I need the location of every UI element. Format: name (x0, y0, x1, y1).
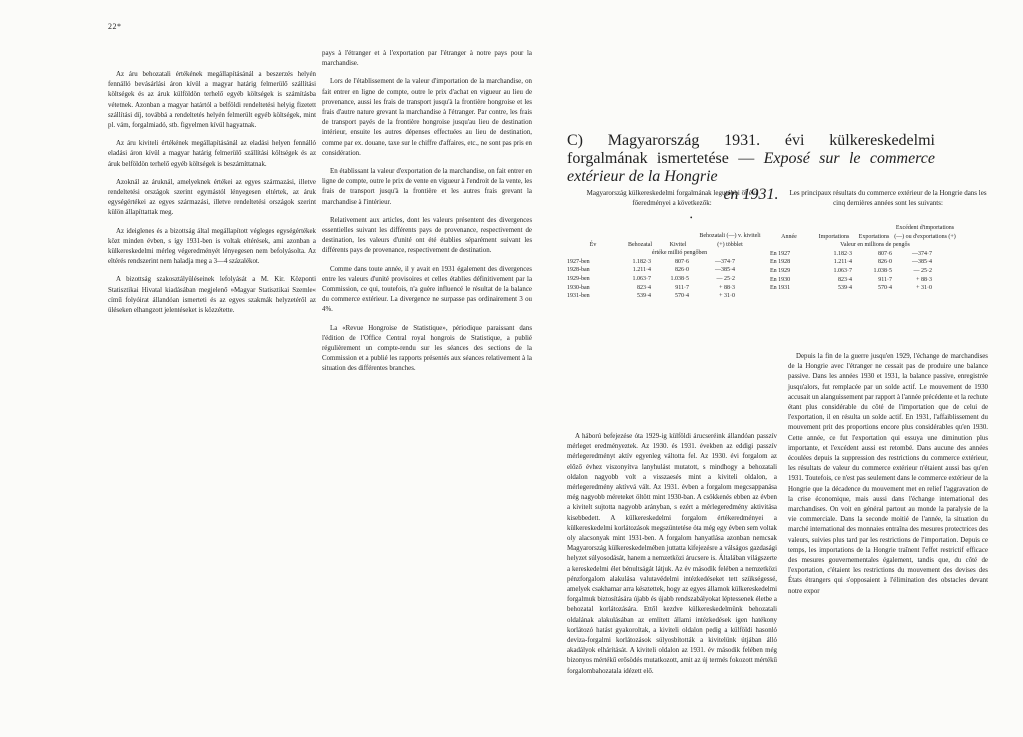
table-cell: 1.038·5 (873, 267, 892, 274)
column-header: Année (781, 233, 797, 240)
results-table-hu (567, 222, 772, 301)
table-row (567, 275, 772, 284)
table-cell: —385·4 (912, 259, 932, 266)
table-cell: 539·4 (838, 285, 852, 292)
table-cell: 911·7 (878, 276, 892, 283)
paragraph: Comme dans toute année, il y avait en 1931 également des divergences entre les valeurs d'unité provisoires et celles établies définitivement par la Commission, ce qui, toutefois, n'a guère influencé le résultat de la balance du commerce extérieur. La divergence ne surpasse pas ordinairement 3 ou 4%. (322, 265, 532, 314)
paragraph: Az ideiglenes és a bizottság által megállapított végleges egységértékek közt minden évben, s így 1931-ben is voltak eltérések, ami azonban a külkereskedelmi mérleg végeredményét lényegesen nem befolyásolta. Az eltérés rendszerint nem haladja meg a 3—4 százalékot. (108, 227, 316, 266)
table-cell: 1.182·3 (632, 258, 651, 265)
table-cell: —374·7 (912, 250, 932, 257)
table-cell: 570·4 (675, 293, 689, 300)
table-unit: Valeur en millions de pengős (840, 242, 910, 249)
paragraph: La «Revue Hongroise de Statistique», périodique paraissant dans l'édition de l'Office Central royal hongrois de Statistique, a publié régulièrement un compte-rendu sur les séances des sections de la Commission et a publié les rapports présentés aux séances relativement à la situation des différentes branches. (322, 324, 532, 373)
table-cell: En 1928 (770, 259, 791, 266)
paragraph: Depuis la fin de la guerre jusqu'en 1929, l'échange de marchandises de la Hongrie avec l'étranger ne cessait pas de produire une balance passive. Dans les années 1930 et 1931, la balance passive, enregistrée jusqu'alors, fut remplacée par un solde actif. Le mouvement de 1930 accusait un alanguissement par rapport à l'année précédente et la rechute étant plus considérable du côté de l'importation que de celui de l'exportation, il en résulta un solde actif. En 1931, l'affaiblissement du mouvement prit des proportions encore plus considérables qu'en 1930. Cette année, ce fut l'exportation qui essuya une diminution plus importante, et l'excédent aussi est retombé. Dans aucune des années écoulées depuis la suppression des restrictions du commerce extérieur, les résultats de valeur du commerce extérieur n'étaient aussi bas qu'en 1931. Toutefois, ce n'est pas seulement dans le commerce extérieur de la Hongrie que la décadence du mouvement met en relief l'aggravation de la crise économique, mais aussi dans l'échange international des marchandises. On voit en général partout au monde la paralysie de la vie commerciale. Dans la seconde moitié de l'année, la situation du marché international des monnaies entraîna des mesures protectrices des valeurs, suivies plus tard par les restrictions de l'importation. Depuis ce temps, les importations de la Hongrie traînent l'effet restrictif efficace des mesures gouvernementales également, tandis que, du côté de l'exportation, c'étaient les restrictions du mouvement des devises des États étrangers qui s'opposaient à l'élimination des obstacles devant notre expor (788, 353, 988, 595)
table-cell: 823·4 (838, 276, 852, 283)
results-table-fr (760, 222, 960, 293)
table-cell: —374·7 (715, 258, 735, 265)
paragraph: Relativement aux articles, dont les valeurs présentent des divergences essentielles suivant les différents pays de provenance, respectivement de destination, les valeurs d'unité ont été établies séparément suivant les différents pays de provenance, respectivement de destination. (322, 216, 532, 255)
paragraph: Az áru behozatali értékének megállapításánál a beszerzés helyén fennálló bevásárlási áron kívül a magyar határig felmerülő szállítási költségek és az áruk külföldön terhelő egyéb költségek is számításba vétetnek. Azonban a magyar határtól a belföldi rendeltetési helyig fizetett szállítási díj, továbbá a rendeltetés helyén felmerült egyéb költségek, mint pl. vám, forgalmiadó, stb. figyelmen kívül hagyatnak. (108, 71, 316, 130)
paragraph: Az áru kiviteli értékének megállapításánál az eladási helyen fennálló eladási áron kívül a magyar határig felmerülő szállítási költségek és az áruk belföldön terhelő egyéb költségek is beszámíttatnak. (108, 140, 316, 168)
table-row (760, 250, 960, 259)
table-cell: 1.211·4 (632, 267, 651, 274)
table-cell: 539·4 (637, 293, 651, 300)
table-cell: 826·0 (878, 259, 892, 266)
table-row (567, 258, 772, 267)
table-cell: 826·0 (675, 267, 689, 274)
table-cell: + 31·0 (916, 285, 932, 292)
hungarian-text-column-2 (567, 432, 777, 685)
column-header: Év (589, 241, 597, 248)
table-cell: 1.038·5 (670, 275, 689, 282)
column-header: Importations (818, 233, 850, 240)
table-cell: 1931-ben (567, 293, 590, 300)
column-header: Kivitel (669, 241, 687, 248)
section-title-fr-year: en 1931. (723, 186, 779, 203)
table-header-row (567, 232, 772, 249)
table-cell: + 88·3 (916, 276, 932, 283)
table-cell: 570·4 (878, 285, 892, 292)
section-title-hu: C) Magyarország 1931. évi külkereskedelmi forgalmának ismertetése — (567, 132, 935, 167)
column-header: Behozatali (—) v. kiviteli (+) többlet (699, 233, 761, 248)
table-cell: + 31·0 (719, 293, 735, 300)
table-row (760, 284, 960, 293)
paragraph: Lors de l'établissement de la valeur d'importation de la marchandise, on fait entrer en ligne de compte, outre le prix d'achat en vigueur au lieu de provenance, aussi les frais de transport jusqu'à la frontière hongroise et les frais d'autre nature grevant la marchandise à l'étranger. Par contre, les frais de transport payés de la frontière hongroise jusqu'au lieu de destination intérieur, ensuite les autres dépenses effectuées au lieu de destination, comme par ex. douane, taxe sur le chiffre d'affaires, etc., ne sont pas pris en considération. (322, 78, 532, 157)
table-cell: 1928-ban (567, 267, 590, 274)
table-cell: En 1929 (770, 267, 791, 274)
table-cell: 1930-ban (567, 284, 590, 291)
table-row (567, 284, 772, 293)
paragraph: pays à l'étranger et à l'exportation par l'étranger à notre pays pour la marchandise. (322, 50, 532, 68)
table-cell: 1.211·4 (833, 259, 852, 266)
table-cell: 1.063·7 (632, 275, 651, 282)
table-cell: En 1930 (770, 276, 791, 283)
table-cell: + 88·3 (719, 284, 735, 291)
hungarian-text-column-1 (108, 70, 316, 324)
column-header: Behozatal (628, 241, 652, 248)
table-row (567, 292, 772, 301)
decorative-mark: • (690, 214, 693, 222)
table-cell: 807·6 (675, 258, 689, 265)
table-cell: 823·4 (637, 284, 651, 291)
table-cell: 1929-ben (567, 275, 590, 282)
column-header: Excédent d'importations (—) ou d'exportations (+) (894, 225, 956, 240)
table-cell: 807·6 (878, 250, 892, 257)
table-header-row (760, 224, 960, 241)
paragraph: A háború befejezése óta 1929-ig külföldi árucseréink állandóan passzív mérleget eredményeztek. Az 1930. és 1931. években az eddigi passzív mérlegeredményt aktív egyenleg váltotta fel. Az 1930. évi forgalom az előző évhez viszonyítva lanyhulást mutatott, s mindhogy a behozatali oldalon nagyobb volt a visszaesés mint a kiviteli oldalon, a mérlegeredmény aktívvá vált. Az 1931. évben a forgalom megcsappanása még nagyobb méreteket öltött mint 1930-ban. A csökkenés ebben az évben a kivitelt sujtotta nagyobb arányban, s ezért a mérlegeredmény aktivitása kisebbedett. A külkereskedelmi forgalom értékeredményei a külkereskedelmi korlátozások megszüntetése óta még egy évben sem voltak oly alacsonyak mint 1931-ben. A forgalom hanyatlása azonban nemcsak Magyarország külkereskedelmében juttatta kifejezésre a válságos gazdasági helyzet súlyosodását, hanem a nemzetközi árucsere is. Általában világszerte a kereskedelmi élet bénultságát látjuk. Az év második felében a nemzetközi pénzforgalom alakulása valutavédelmi intézkedéseket tett szükségessé, amelyek csakhamar arra késztettek, hogy az egyes államok külkereskedelmi forgalmuk biztosítására újabb és újabb rendszabályokat léptessenek életbe a behozatal korlátozására. Ettől kezdve külkereskedelmünk behozatali oldalának alakulásában az említett állami intézkedések igen hatékony korlátozó hatást gyakoroltak, a kiviteli oldalon pedig a külföldi hasonló deviza-forgalmi korlátozások súlyosbították a kivitelünk útjában álló akadályok elhárítását. A kiviteli oldalon az 1931. év második felében még bizonyos mértékű erősödés mutatkozott, amit az új termés fokozott mértékű forgalombahozatala idézett elő. (567, 433, 777, 675)
table-row (760, 267, 960, 276)
paragraph: A bizottság szakosztályüléseinek lefolyását a M. Kir. Központi Statisztikai Hivatal kiadásában megjelenő »Magyar Statisztikai Szemle« című folyóirat állandóan ismerteti és az egyes szakmák helyzetéről az üléseken elhangzott jelentéseket is közzétette. (108, 276, 316, 315)
table-cell: 1.182·3 (833, 250, 852, 257)
table-cell: — 25·2 (716, 275, 735, 282)
table-row (567, 266, 772, 275)
table-cell: 1927-ben (567, 258, 590, 265)
table-cell: 1.063·7 (833, 267, 852, 274)
column-header: Exportations (858, 233, 890, 240)
paragraph: Azoknál az áruknál, amelyeknek értékei az egyes származási, illetve rendeltetési országok szerint egymástól lényegesen eltértek, az áruk egységértékei az egyes származási, illetve rendeltetési országok szerint külön állapíttattak meg. (108, 178, 316, 217)
table-cell: En 1931 (770, 285, 791, 292)
table-intro-fr: Les principaux résultats du commerce extérieur de la Hongrie dans les cinq dernières années sont les suivants: (789, 189, 987, 207)
paragraph: En établissant la valeur d'exportation de la marchandise, on fait entrer en ligne de compte, outre le prix de vente en vigueur à l'endroit de la vente, les frais de transport jusqu'à la frontière et les autres frais grevant la marchandise à l'intérieur. (322, 168, 532, 206)
table-cell: —385·4 (715, 267, 735, 274)
table-cell: — 25·2 (913, 267, 932, 274)
french-text-column-1 (322, 49, 532, 383)
table-cell: 911·7 (675, 284, 689, 291)
table-unit: értéke millió pengőben (651, 250, 708, 257)
table-intro-hu: Magyarország külkereskedelmi forgalmának legutóbbi öt évi főeredményei a következők: (586, 189, 758, 207)
page-number: 22* (108, 22, 122, 31)
table-cell: En 1927 (770, 250, 791, 257)
french-text-column-2 (788, 352, 988, 605)
table-row (760, 276, 960, 285)
section-title-fr: Exposé sur le commerce extérieur de la Hongrie (567, 150, 935, 185)
table-row (760, 258, 960, 267)
